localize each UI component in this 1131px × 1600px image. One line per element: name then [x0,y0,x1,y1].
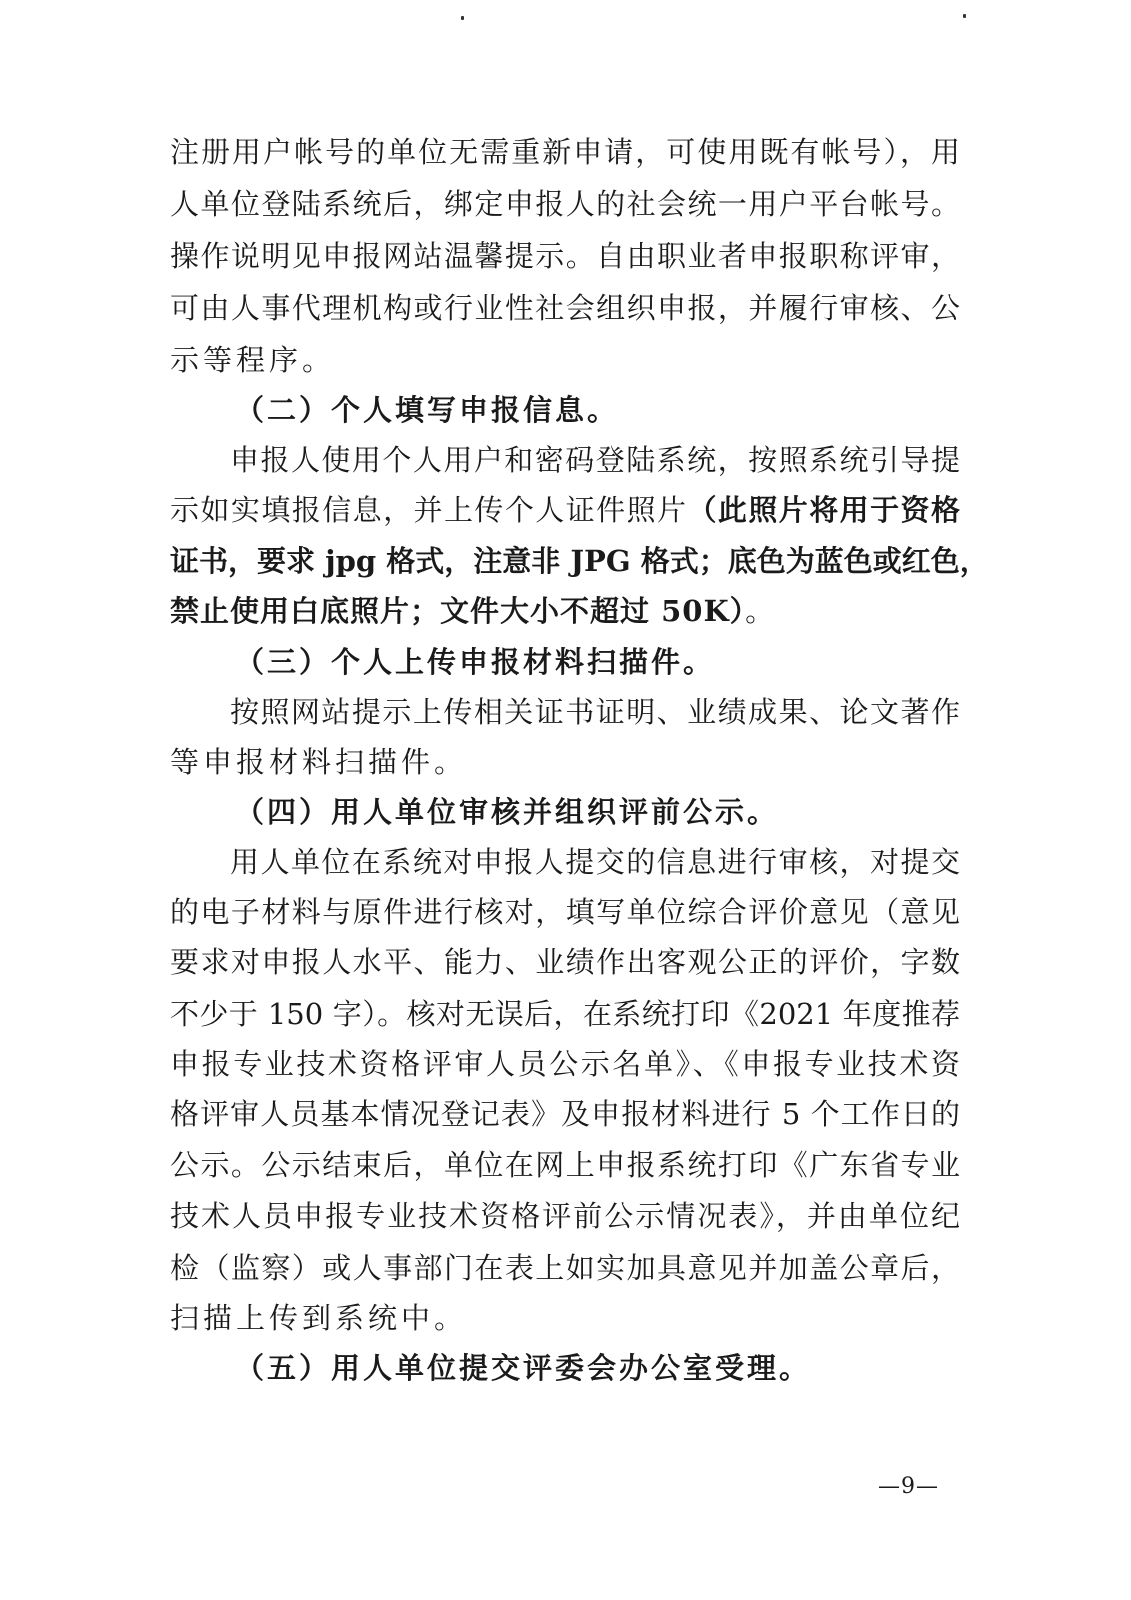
body-text-line: 操作说明见申报网站温馨提示。自由职业者申报职称评审， [170,239,960,273]
body-text-line: 可由人事代理机构或行业性社会组织申报，并履行审核、公 [170,291,960,325]
body-text-line: 要求对申报人水平、能力、业绩作出客观公正的评价，字数 [170,945,960,979]
body-text-line: 申报人使用个人用户和密码登陆系统，按照系统引导提 [230,443,960,477]
section-heading: （二）个人填写申报信息。 [235,393,620,427]
body-text-line: 示等程序。 [170,343,336,377]
body-text-line-mixed [170,591,960,631]
body-text-line: 公示。公示结束后，单位在网上申报系统打印《广东省专业 [170,1148,960,1182]
body-text-line: 的电子材料与原件进行核对，填写单位综合评价意见（意见 [170,895,960,929]
body-text-line: 等申报材料扫描件。 [170,745,468,779]
section-heading: （五）用人单位提交评委会办公室受理。 [235,1351,812,1385]
scan-mark [461,16,464,20]
body-text-line: 人单位登陆系统后，绑定申报人的社会统一用户平台帐号。 [170,187,960,221]
body-text-line: 扫描上传到系统中。 [170,1301,468,1335]
body-text-line: 按照网站提示上传相关证书证明、业绩成果、论文著作 [230,695,960,729]
body-text-span: 示如实填报信息，并上传个人证件照片 [170,493,688,527]
body-text-line: 格评审人员基本情况登记表》及申报材料进行 5 个工作日的 [170,1097,960,1131]
body-text-line: 注册用户帐号的单位无需重新申请，可使用既有帐号），用 [170,135,960,169]
emphasis-text-line: 证书，要求 jpg 格式，注意非 JPG 格式；底色为蓝色或红色， [170,544,989,578]
emphasis-text-span: 禁止使用白底照片；文件大小不超过 50K） [170,594,746,628]
body-text-line: 技术人员申报专业技术资格评前公示情况表》，并由单位纪 [170,1199,960,1233]
body-text-line: 申报专业技术资格评审人员公示名单》、《申报专业技术资 [170,1047,960,1081]
scan-mark [963,14,966,18]
body-text-line: 检（监察）或人事部门在表上如实加具意见并加盖公章后， [170,1251,960,1285]
section-heading: （三）个人上传申报材料扫描件。 [235,645,716,679]
emphasis-text-span: （此照片将用于资格 [687,493,960,527]
section-heading: （四）用人单位审核并组织评前公示。 [235,795,780,829]
body-text-line: 不少于 150 字）。核对无误后，在系统打印《2021 年度推荐 [170,997,960,1031]
body-text-span: 。 [745,594,776,628]
body-text-line: 用人单位在系统对申报人提交的信息进行审核，对提交 [230,845,960,879]
body-text-line-mixed [170,490,960,530]
page-number: —9— [878,1474,939,1499]
